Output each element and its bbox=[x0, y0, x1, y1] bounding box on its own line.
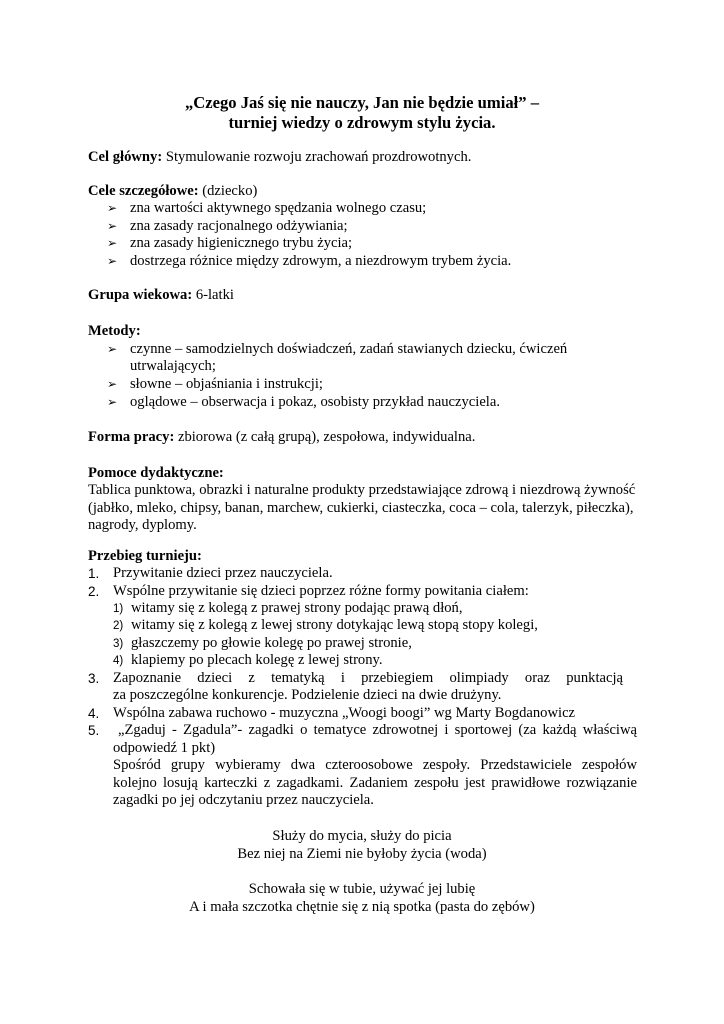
course-label: Przebieg turnieju: bbox=[88, 548, 202, 564]
specific-item: zna wartości aktywnego spędzania wolnego czasu; bbox=[130, 200, 427, 216]
form-paragraph bbox=[88, 429, 475, 447]
specific-item: zna zasady higienicznego trybu życia; bbox=[130, 235, 353, 251]
specific-item: zna zasady racjonalnego odżywiania; bbox=[130, 218, 348, 234]
method-item-continuation: utrwalających; bbox=[130, 358, 216, 374]
aids-line: (jabłko, mleko, chipsy, banan, marchew, cukierki, ciasteczka, coca – cola, talerzyk, piłeczka), bbox=[88, 500, 634, 516]
method-item: czynne – samodzielnych doświadczeń, zadań stawianych dziecku, ćwiczeń bbox=[130, 341, 568, 357]
substep-text: głaszczemy po głowie kolegę po prawej stronie, bbox=[131, 635, 412, 651]
riddle-line: A i mała szczotka chętnie się z nią spotka (pasta do zębów) bbox=[189, 899, 535, 915]
bullet-icon: ➢ bbox=[107, 201, 118, 215]
step-number: 5. bbox=[88, 723, 100, 738]
step-text: Wspólna zabawa ruchowo - muzyczna „Woogi boogi” wg Marty Bogdanowicz bbox=[113, 705, 576, 721]
step-text: „Zgaduj - Zgadula”- zagadki o tematyce zdrowotnej i sportowej (za każdą właściwą bbox=[118, 722, 637, 738]
age-paragraph bbox=[88, 287, 234, 305]
riddle-line: Bez niej na Ziemi nie byłoby życia (woda) bbox=[237, 846, 487, 862]
step-number: 1. bbox=[88, 566, 100, 581]
form-text: zbiorowa (z całą grupą), zespołowa, indywidualna. bbox=[174, 429, 476, 445]
age-text: 6-latki bbox=[192, 287, 234, 303]
methods-label: Metody: bbox=[88, 323, 141, 339]
step-paragraph-line: zagadki po jej odczytaniu przez nauczyciela. bbox=[113, 792, 374, 808]
specific-heading bbox=[88, 183, 257, 201]
substep-text: witamy się z kolegą z prawej strony podając prawą dłoń, bbox=[131, 600, 463, 616]
step-number: 4. bbox=[88, 706, 100, 721]
bullet-icon: ➢ bbox=[107, 395, 118, 409]
title-line-2: turniej wiedzy o zdrowym stylu życia. bbox=[228, 113, 496, 132]
bullet-icon: ➢ bbox=[107, 377, 118, 391]
step-text-continuation: za poszczególne konkurencje. Podzielenie dzieci na dwie drużyny. bbox=[113, 687, 502, 703]
bullet-icon: ➢ bbox=[107, 236, 118, 250]
riddle-line: Służy do mycia, służy do picia bbox=[272, 828, 452, 844]
step-number: 3. bbox=[88, 671, 100, 686]
method-item: oglądowe – obserwacja i pokaz, osobisty przykład nauczyciela. bbox=[130, 394, 500, 410]
form-label: Forma pracy: bbox=[88, 429, 175, 445]
goal-label: Cel główny: bbox=[88, 149, 163, 165]
step-paragraph-line: Spośród grupy wybieramy dwa czteroosobowe zespoły. Przedstawiciele zespołów bbox=[113, 757, 637, 773]
step-text: Przywitanie dzieci przez nauczyciela. bbox=[113, 565, 333, 581]
aids-line: Tablica punktowa, obrazki i naturalne produkty przedstawiające zdrową i niezdrową żywność bbox=[88, 482, 636, 498]
substep-number: 4) bbox=[113, 655, 124, 667]
step-text-continuation: odpowiedź 1 pkt) bbox=[113, 740, 216, 756]
step-text: Zapoznanie dzieci z tematyką i przebiegiem olimpiady oraz punktacją bbox=[113, 670, 623, 686]
bullet-icon: ➢ bbox=[107, 342, 118, 356]
title-line-1: „Czego Jaś się nie nauczy, Jan nie będzie umiał” – bbox=[185, 93, 539, 112]
method-item: słowne – objaśniania i instrukcji; bbox=[130, 376, 323, 392]
substep-number: 2) bbox=[113, 620, 124, 632]
step-number: 2. bbox=[88, 584, 100, 599]
substep-number: 3) bbox=[113, 638, 124, 650]
substep-number: 1) bbox=[113, 603, 124, 615]
specific-label: Cele szczegółowe: bbox=[88, 183, 199, 199]
goal-text: Stymulowanie rozwoju zrachowań prozdrowotnych. bbox=[162, 149, 472, 165]
aids-label: Pomoce dydaktyczne: bbox=[88, 465, 224, 481]
substep-text: witamy się z kolegą z lewej strony dotykając lewą stopą stopy kolegi, bbox=[131, 617, 538, 633]
aids-line: nagrody, dyplomy. bbox=[88, 517, 197, 533]
step-text: Wspólne przywitanie się dzieci poprzez różne formy powitania ciałem: bbox=[113, 583, 529, 599]
age-label: Grupa wiekowa: bbox=[88, 287, 193, 303]
riddle-line: Schowała się w tubie, używać jej lubię bbox=[248, 881, 476, 897]
specific-text: (dziecko) bbox=[198, 183, 258, 199]
specific-item: dostrzega różnice między zdrowym, a niezdrowym trybem życia. bbox=[130, 253, 512, 269]
bullet-icon: ➢ bbox=[107, 219, 118, 233]
goal-paragraph bbox=[88, 149, 471, 167]
substep-text: klapiemy po plecach kolegę z lewej strony. bbox=[131, 652, 383, 668]
bullet-icon: ➢ bbox=[107, 254, 118, 268]
step-paragraph-line: kolejno losują karteczki z zagadkami. Zadaniem zespołu jest prawidłowe rozwiązanie bbox=[113, 775, 637, 791]
